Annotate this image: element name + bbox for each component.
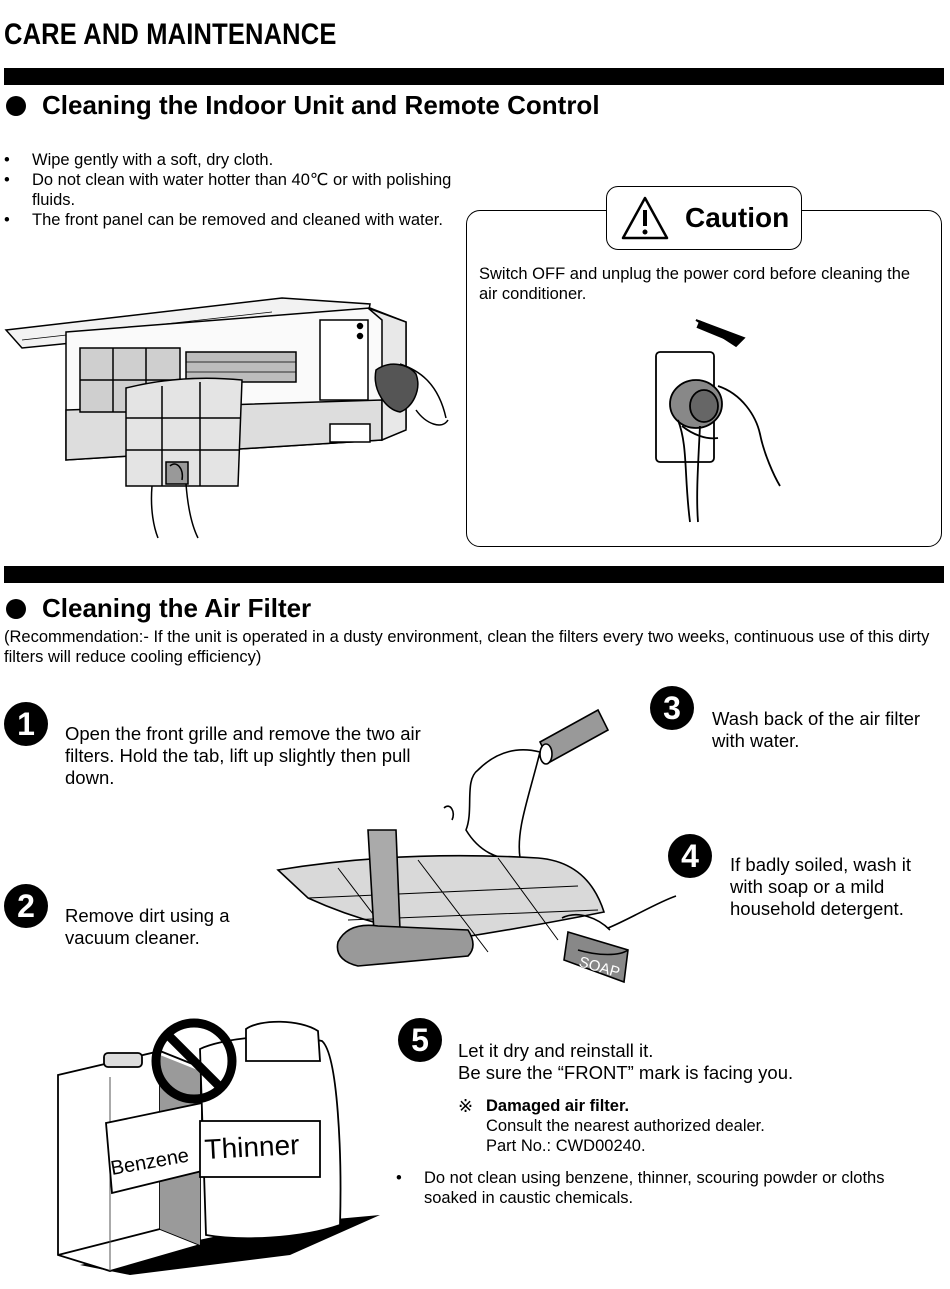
step-4-badge: 4 [668, 834, 712, 878]
step-4-text: If badly soiled, wash it with soap or a mild household detergent. [730, 854, 911, 919]
step-3-badge: 3 [650, 686, 694, 730]
indoor-unit-illustration [2, 290, 452, 540]
chemicals-prohibited-illustration [50, 1015, 390, 1285]
soap-label: SOAP [576, 953, 622, 982]
caution-header [606, 186, 802, 250]
filter-recommendation: (Recommendation:- If the unit is operated in a dusty environment, clean the filters every two weeks, continuous use of this dirty filters will reduce cooling efficiency) [4, 628, 930, 666]
note-line-2: Part No.: CWD00240. [486, 1137, 646, 1155]
bullet-dot-icon [6, 599, 26, 619]
caution-title: Caution [685, 202, 790, 233]
note-mark: ※ [458, 1096, 474, 1116]
note-title: Damaged air filter. [486, 1097, 630, 1115]
step-5-text: Let it dry and reinstall it. Be sure the “FRONT” mark is facing you. [458, 1040, 794, 1083]
list-item: • Do not clean with water hotter than 40℃ or with polishing fluids. [4, 171, 452, 209]
step-2-badge: 2 [4, 884, 48, 928]
step-5-badge: 5 [398, 1018, 442, 1062]
page-title: CARE AND MAINTENANCE [4, 18, 337, 51]
unplug-illustration [648, 316, 788, 536]
step-2-text: Remove dirt using a vacuum cleaner. [65, 905, 230, 948]
filter-section-heading [6, 593, 311, 624]
benzene-label: Benzene [109, 1144, 191, 1180]
indoor-bullet-list [4, 150, 454, 230]
section-divider-filter [4, 566, 944, 583]
step-1-badge: 1 [4, 702, 48, 746]
section-divider-top [4, 68, 944, 85]
list-item: • The front panel can be removed and cleaned with water. [4, 211, 443, 229]
step-3-text: Wash back of the air filter with water. [712, 708, 921, 751]
damaged-filter-note [458, 1096, 765, 1156]
list-item: • Do not clean using benzene, thinner, scouring powder or cloths soaked in caustic chemicals. [396, 1169, 885, 1207]
indoor-heading-text: Cleaning the Indoor Unit and Remote Control [42, 90, 600, 120]
filter-heading-text: Cleaning the Air Filter [42, 593, 312, 623]
caution-text: Switch OFF and unplug the power cord before cleaning the air conditioner. [479, 265, 911, 303]
note-line-1: Consult the nearest authorized dealer. [486, 1117, 765, 1135]
bullet-dot-icon [6, 96, 26, 116]
indoor-section-heading [6, 90, 600, 121]
list-item: • Wipe gently with a soft, dry cloth. [4, 151, 274, 169]
thinner-label: Thinner [203, 1129, 301, 1165]
chemical-warning-list [396, 1168, 941, 1208]
step-1-text: Open the front grille and remove the two air filters. Hold the tab, lift up slightly then pull down. [65, 723, 421, 788]
warning-triangle-icon [621, 196, 669, 240]
filter-cleaning-illustration [278, 690, 678, 990]
